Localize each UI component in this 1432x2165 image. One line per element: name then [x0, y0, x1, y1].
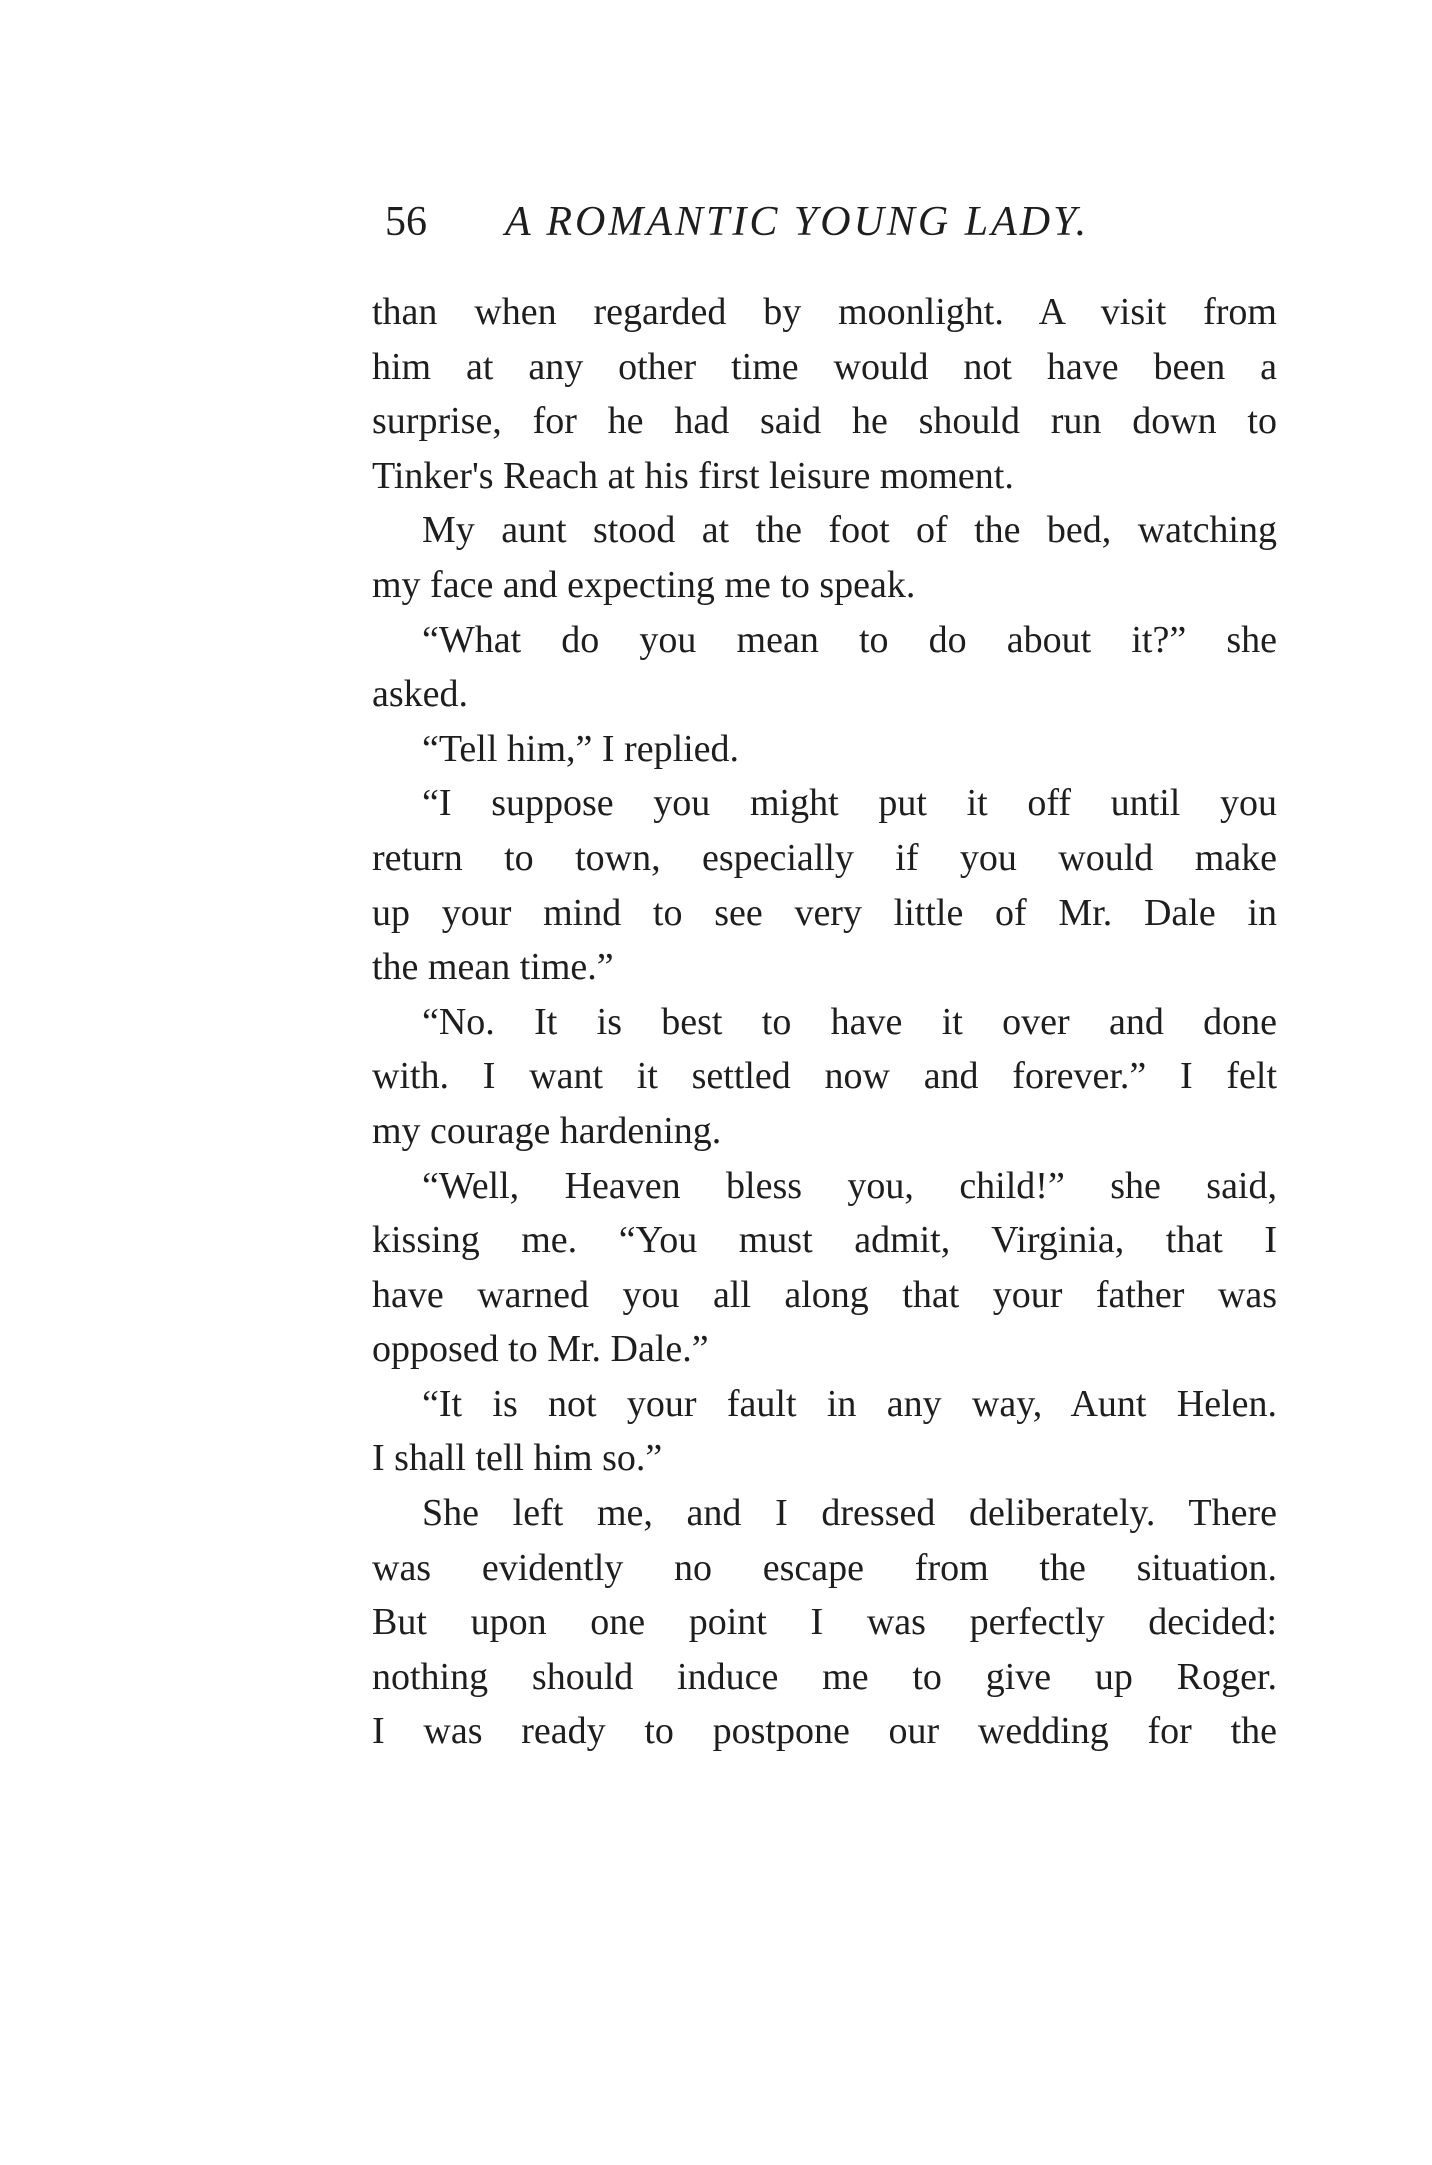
text-line: the mean time.”: [372, 946, 614, 989]
text-line: my face and expecting me to speak.: [372, 563, 916, 606]
text-line: than when regarded by moonlight. A visit from: [372, 291, 1277, 333]
text-line: him at any other time would not have been a: [372, 345, 1277, 388]
running-head: [385, 192, 1265, 252]
text-line: my courage hardening.: [372, 1109, 722, 1152]
text-line: surprise, for he had said he should run down to: [372, 400, 1277, 443]
text-line: “It is not your fault in any way, Aunt Helen.: [422, 1382, 1277, 1425]
text-line: “No. It is best to have it over and done: [422, 1000, 1277, 1043]
text-line: I was ready to postpone our wedding for the: [372, 1710, 1277, 1753]
text-line: “I suppose you might put it off until you: [422, 782, 1277, 825]
text-line: I shall tell him so.”: [372, 1437, 663, 1480]
book-title: A ROMANTIC YOUNG LADY.: [505, 199, 1090, 245]
text-line: opposed to Mr. Dale.”: [372, 1328, 709, 1371]
text-line: “Well, Heaven bless you, child!” she said,: [422, 1164, 1277, 1207]
text-line: “Tell him,” I replied.: [422, 727, 740, 770]
text-line: Tinker's Reach at his first leisure moment.: [372, 454, 1014, 497]
text-line: was evidently no escape from the situation.: [372, 1546, 1277, 1589]
text-line: asked.: [372, 673, 469, 716]
text-line: But upon one point I was perfectly decided:: [372, 1601, 1277, 1644]
text-line: kissing me. “You must admit, Virginia, that I: [372, 1219, 1277, 1262]
body-text: [372, 285, 1277, 1759]
text-line: “What do you mean to do about it?” she: [422, 618, 1277, 661]
text-line: nothing should induce me to give up Roger.: [372, 1655, 1277, 1698]
text-line: return to town, especially if you would make: [372, 836, 1277, 879]
text-line: She left me, and I dressed deliberately. There: [422, 1492, 1277, 1535]
page-number: 56: [385, 199, 427, 245]
text-line: up your mind to see very little of Mr. Dale in: [372, 891, 1277, 934]
text-line: have warned you all along that your father was: [372, 1273, 1277, 1316]
text-line: My aunt stood at the foot of the bed, watching: [422, 509, 1277, 552]
text-line: with. I want it settled now and forever.” I felt: [372, 1055, 1277, 1098]
